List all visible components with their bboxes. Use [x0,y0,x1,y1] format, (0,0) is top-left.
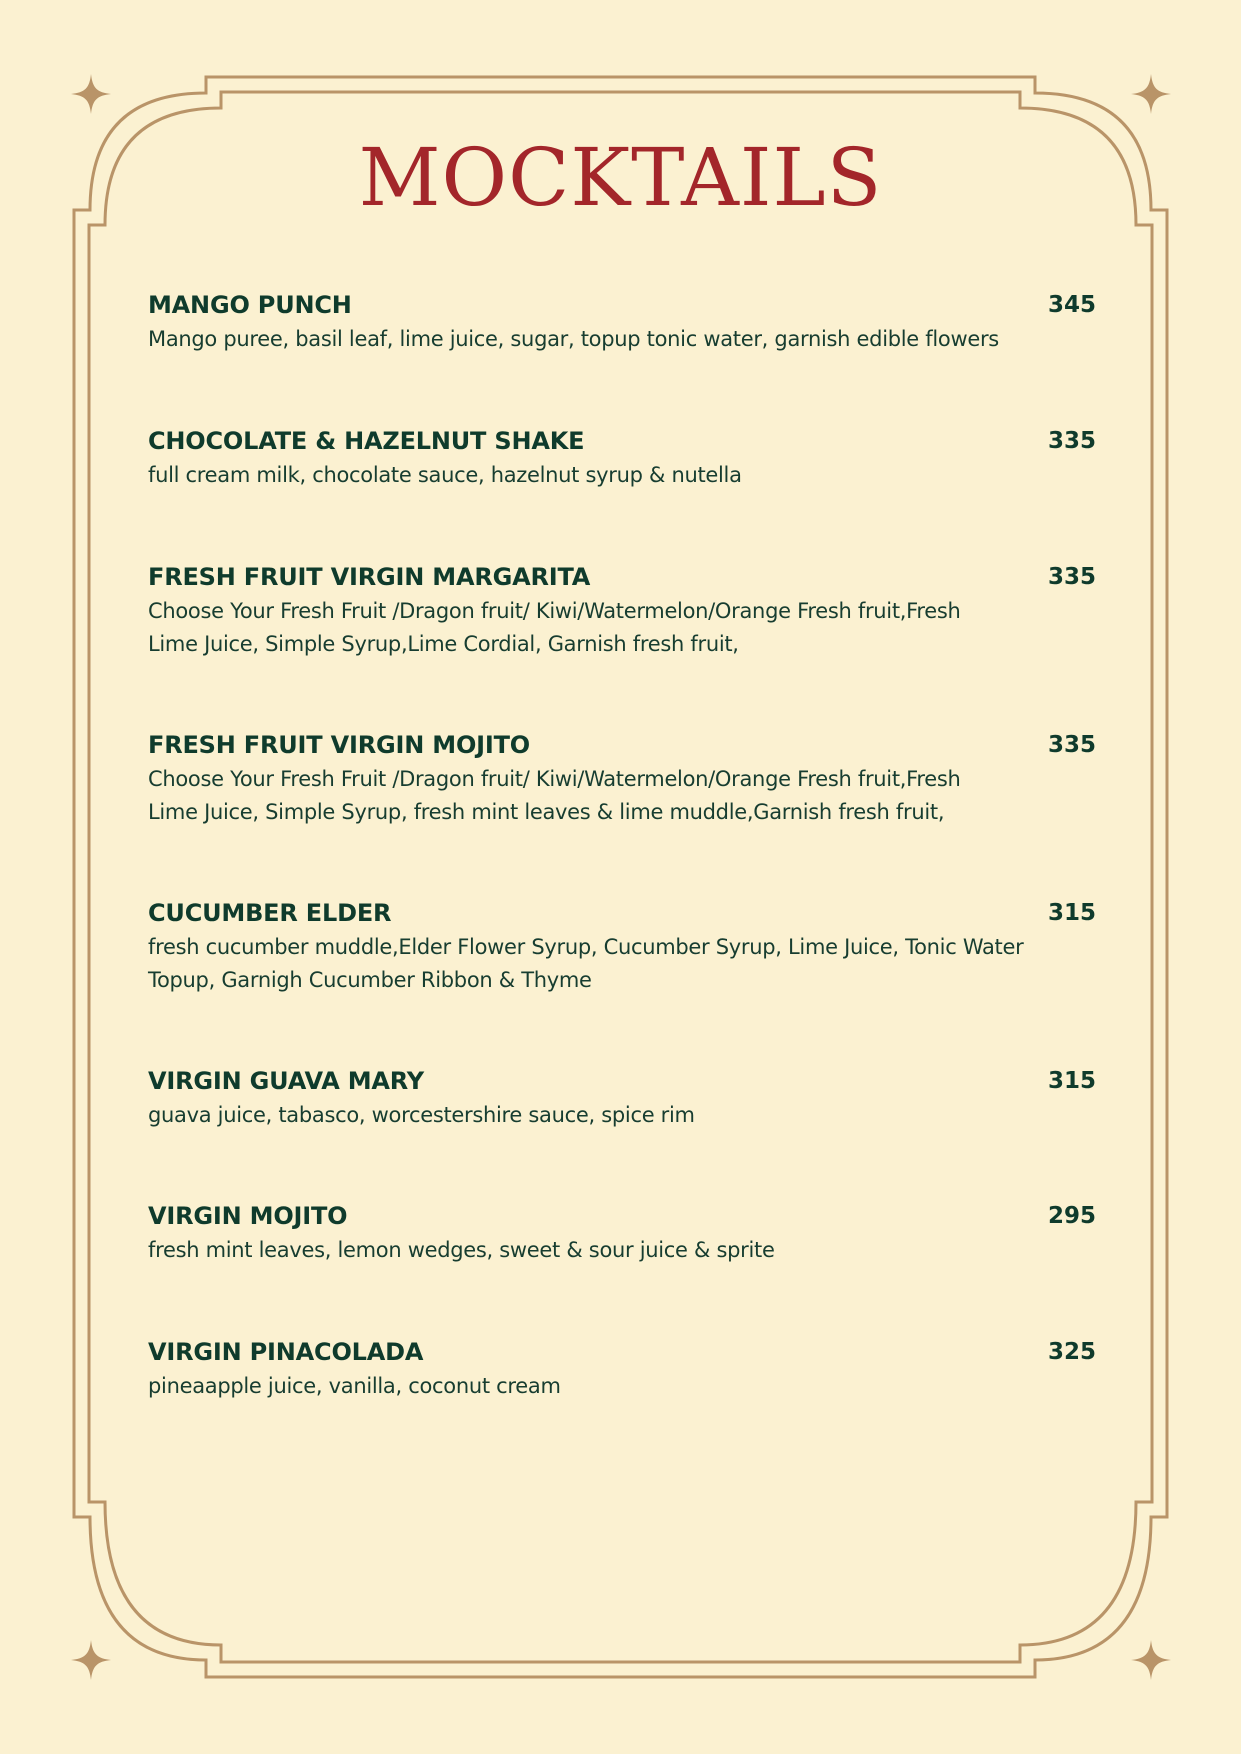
menu-item-name: VIRGIN MOJITO [148,1202,348,1230]
menu-item-price: 295 [1047,1203,1096,1229]
menu-item-price: 315 [1047,1068,1096,1094]
menu-item-price: 335 [1047,428,1096,454]
menu-item-description: fresh mint leaves, lemon wedges, sweet & sour juice & sprite [148,1238,775,1262]
sparkle-icon-bottom-left [71,1640,111,1680]
menu-item-virgin-pinacolada [148,1335,1096,1403]
menu-item-description: Mango puree, basil leaf, lime juice, sugar, topup tonic water, garnish edible flowers [148,327,999,351]
menu-item-name: CUCUMBER ELDER [148,899,392,927]
menu-item-name: VIRGIN GUAVA MARY [148,1067,424,1095]
menu-item-virgin-mojito [148,1199,1096,1267]
menu-item-virgin-guava-mary [148,1064,1096,1132]
menu-item-mango-punch [148,288,1096,356]
menu-item-price: 335 [1047,732,1096,758]
menu-item-description: Choose Your Fresh Fruit /Dragon fruit/ Kiwi/Watermelon/Orange Fresh fruit,Fresh Lime Juice, Simple Syrup,Lime Cordial, Garnish fresh fruit, [148,599,961,656]
menu-item-name: MANGO PUNCH [148,291,352,319]
menu-item-price: 335 [1047,564,1096,590]
menu-item-description: pineaapple juice, vanilla, coconut cream [148,1374,561,1398]
page-title: MOCKTAILS [358,131,883,224]
menu-item-chocolate-hazelnut-shake [148,424,1096,492]
menu-item-description: full cream milk, chocolate sauce, hazelnut syrup & nutella [148,463,742,487]
menu-item-price: 345 [1047,292,1096,318]
menu-item-name: FRESH FRUIT VIRGIN MARGARITA [148,563,591,591]
sparkle-icon-top-right [1131,74,1171,114]
menu-item-description: Choose Your Fresh Fruit /Dragon fruit/ Kiwi/Watermelon/Orange Fresh fruit,Fresh Lime Juice, Simple Syrup, fresh mint leaves & lime muddle,Garnish fresh fruit, [148,767,961,824]
sparkle-icon-bottom-right [1131,1640,1171,1680]
menu-item-name: FRESH FRUIT VIRGIN MOJITO [148,731,530,759]
menu-item-description: guava juice, tabasco, worcestershire sauce, spice rim [148,1103,695,1127]
menu-item-price: 325 [1047,1339,1096,1365]
sparkle-icon-top-left [71,74,111,114]
menu-item-name: VIRGIN PINACOLADA [148,1338,424,1366]
menu-item-fresh-fruit-virgin-mojito [148,728,1096,829]
menu-item-price: 315 [1047,900,1096,926]
menu-item-description: fresh cucumber muddle,Elder Flower Syrup, Cucumber Syrup, Lime Juice, Tonic Water Topup, Garnigh Cucumber Ribbon & Thyme [148,935,1024,992]
menu-item-fresh-fruit-virgin-margarita [148,560,1096,661]
menu-item-name: CHOCOLATE & HAZELNUT SHAKE [148,427,585,455]
menu-item-cucumber-elder [148,896,1096,997]
